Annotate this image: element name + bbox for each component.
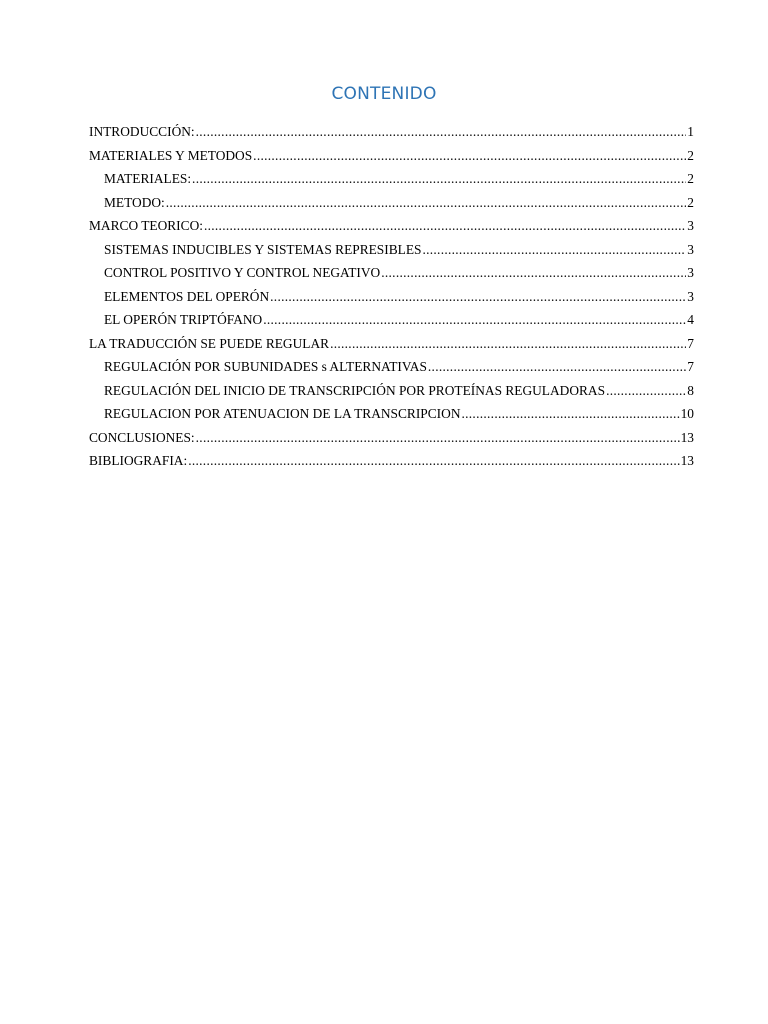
toc-entry[interactable] [89,195,694,219]
toc-entry-page: 3 [687,218,694,233]
toc-entry-label: SISTEMAS INDUCIBLES Y SISTEMAS REPRESIBLES [104,241,422,257]
toc-entry-page: 3 [687,241,694,257]
toc-entry-label: CONCLUSIONES: [89,429,195,445]
toc-entry-label: REGULACION POR ATENUACION DE LA TRANSCRIPCION [104,406,461,421]
toc-dot-leader [381,265,686,281]
toc-entry-page: 4 [687,312,694,327]
toc-dot-leader [422,242,686,258]
toc-entry-label: ELEMENTOS DEL OPERÓN [104,288,270,304]
toc-dot-leader [270,289,686,305]
toc-entry-page: 1 [687,124,694,139]
toc-entry-page: 7 [687,359,694,374]
toc-title: CONTENIDO [331,84,437,104]
toc-entry-label: MATERIALES Y METODOS [89,147,253,163]
toc-entry-page: 8 [687,382,694,398]
toc-entry[interactable] [89,406,694,430]
toc-entry-label: EL OPERÓN TRIPTÓFANO [104,312,263,327]
toc-entry[interactable] [89,336,694,360]
toc-entry[interactable] [89,242,694,266]
toc-entry[interactable] [89,312,694,336]
toc-entry-page: 13 [680,429,694,445]
table-of-contents [89,124,694,477]
toc-dot-leader [606,383,686,399]
toc-dot-leader [196,124,687,140]
toc-entry-label: LA TRADUCCIÓN SE PUEDE REGULAR [89,335,330,351]
toc-entry-label: MATERIALES: [104,171,192,186]
toc-dot-leader [428,359,686,375]
toc-entry[interactable] [89,430,694,454]
toc-entry-label: METODO: [104,194,165,210]
toc-dot-leader [196,430,680,446]
toc-entry[interactable] [89,289,694,313]
toc-entry-page: 2 [687,147,694,163]
toc-dot-leader [263,312,686,328]
toc-entry-page: 2 [687,171,694,186]
toc-entry[interactable] [89,383,694,407]
toc-entry[interactable] [89,218,694,242]
toc-entry[interactable] [89,148,694,172]
toc-entry[interactable] [89,453,694,477]
toc-entry-label: CONTROL POSITIVO Y CONTROL NEGATIVO [104,265,381,280]
toc-entry-page: 3 [687,288,694,304]
toc-entry-label: BIBLIOGRAFIA: [89,453,188,468]
toc-dot-leader [166,195,687,211]
toc-entry-label: INTRODUCCIÓN: [89,124,195,139]
toc-dot-leader [192,171,686,187]
toc-dot-leader [253,148,686,164]
toc-dot-leader [188,453,679,469]
toc-entry-label: REGULACIÓN POR SUBUNIDADES s ALTERNATIVAS [104,359,427,374]
toc-entry-page: 7 [687,335,694,351]
toc-entry[interactable] [89,124,694,148]
toc-entry-label: MARCO TEORICO: [89,218,203,233]
toc-dot-leader [330,336,686,352]
toc-entry[interactable] [89,171,694,195]
toc-entry-page: 3 [687,265,694,280]
toc-dot-leader [204,218,686,234]
toc-entry-page: 2 [687,194,694,210]
toc-entry[interactable] [89,265,694,289]
toc-entry[interactable] [89,359,694,383]
toc-entry-page: 10 [680,406,694,421]
toc-entry-page: 13 [680,453,694,468]
toc-dot-leader [461,406,679,422]
toc-entry-label: REGULACIÓN DEL INICIO DE TRANSCRIPCIÓN POR PROTEÍNAS REGULADORAS [104,382,606,398]
